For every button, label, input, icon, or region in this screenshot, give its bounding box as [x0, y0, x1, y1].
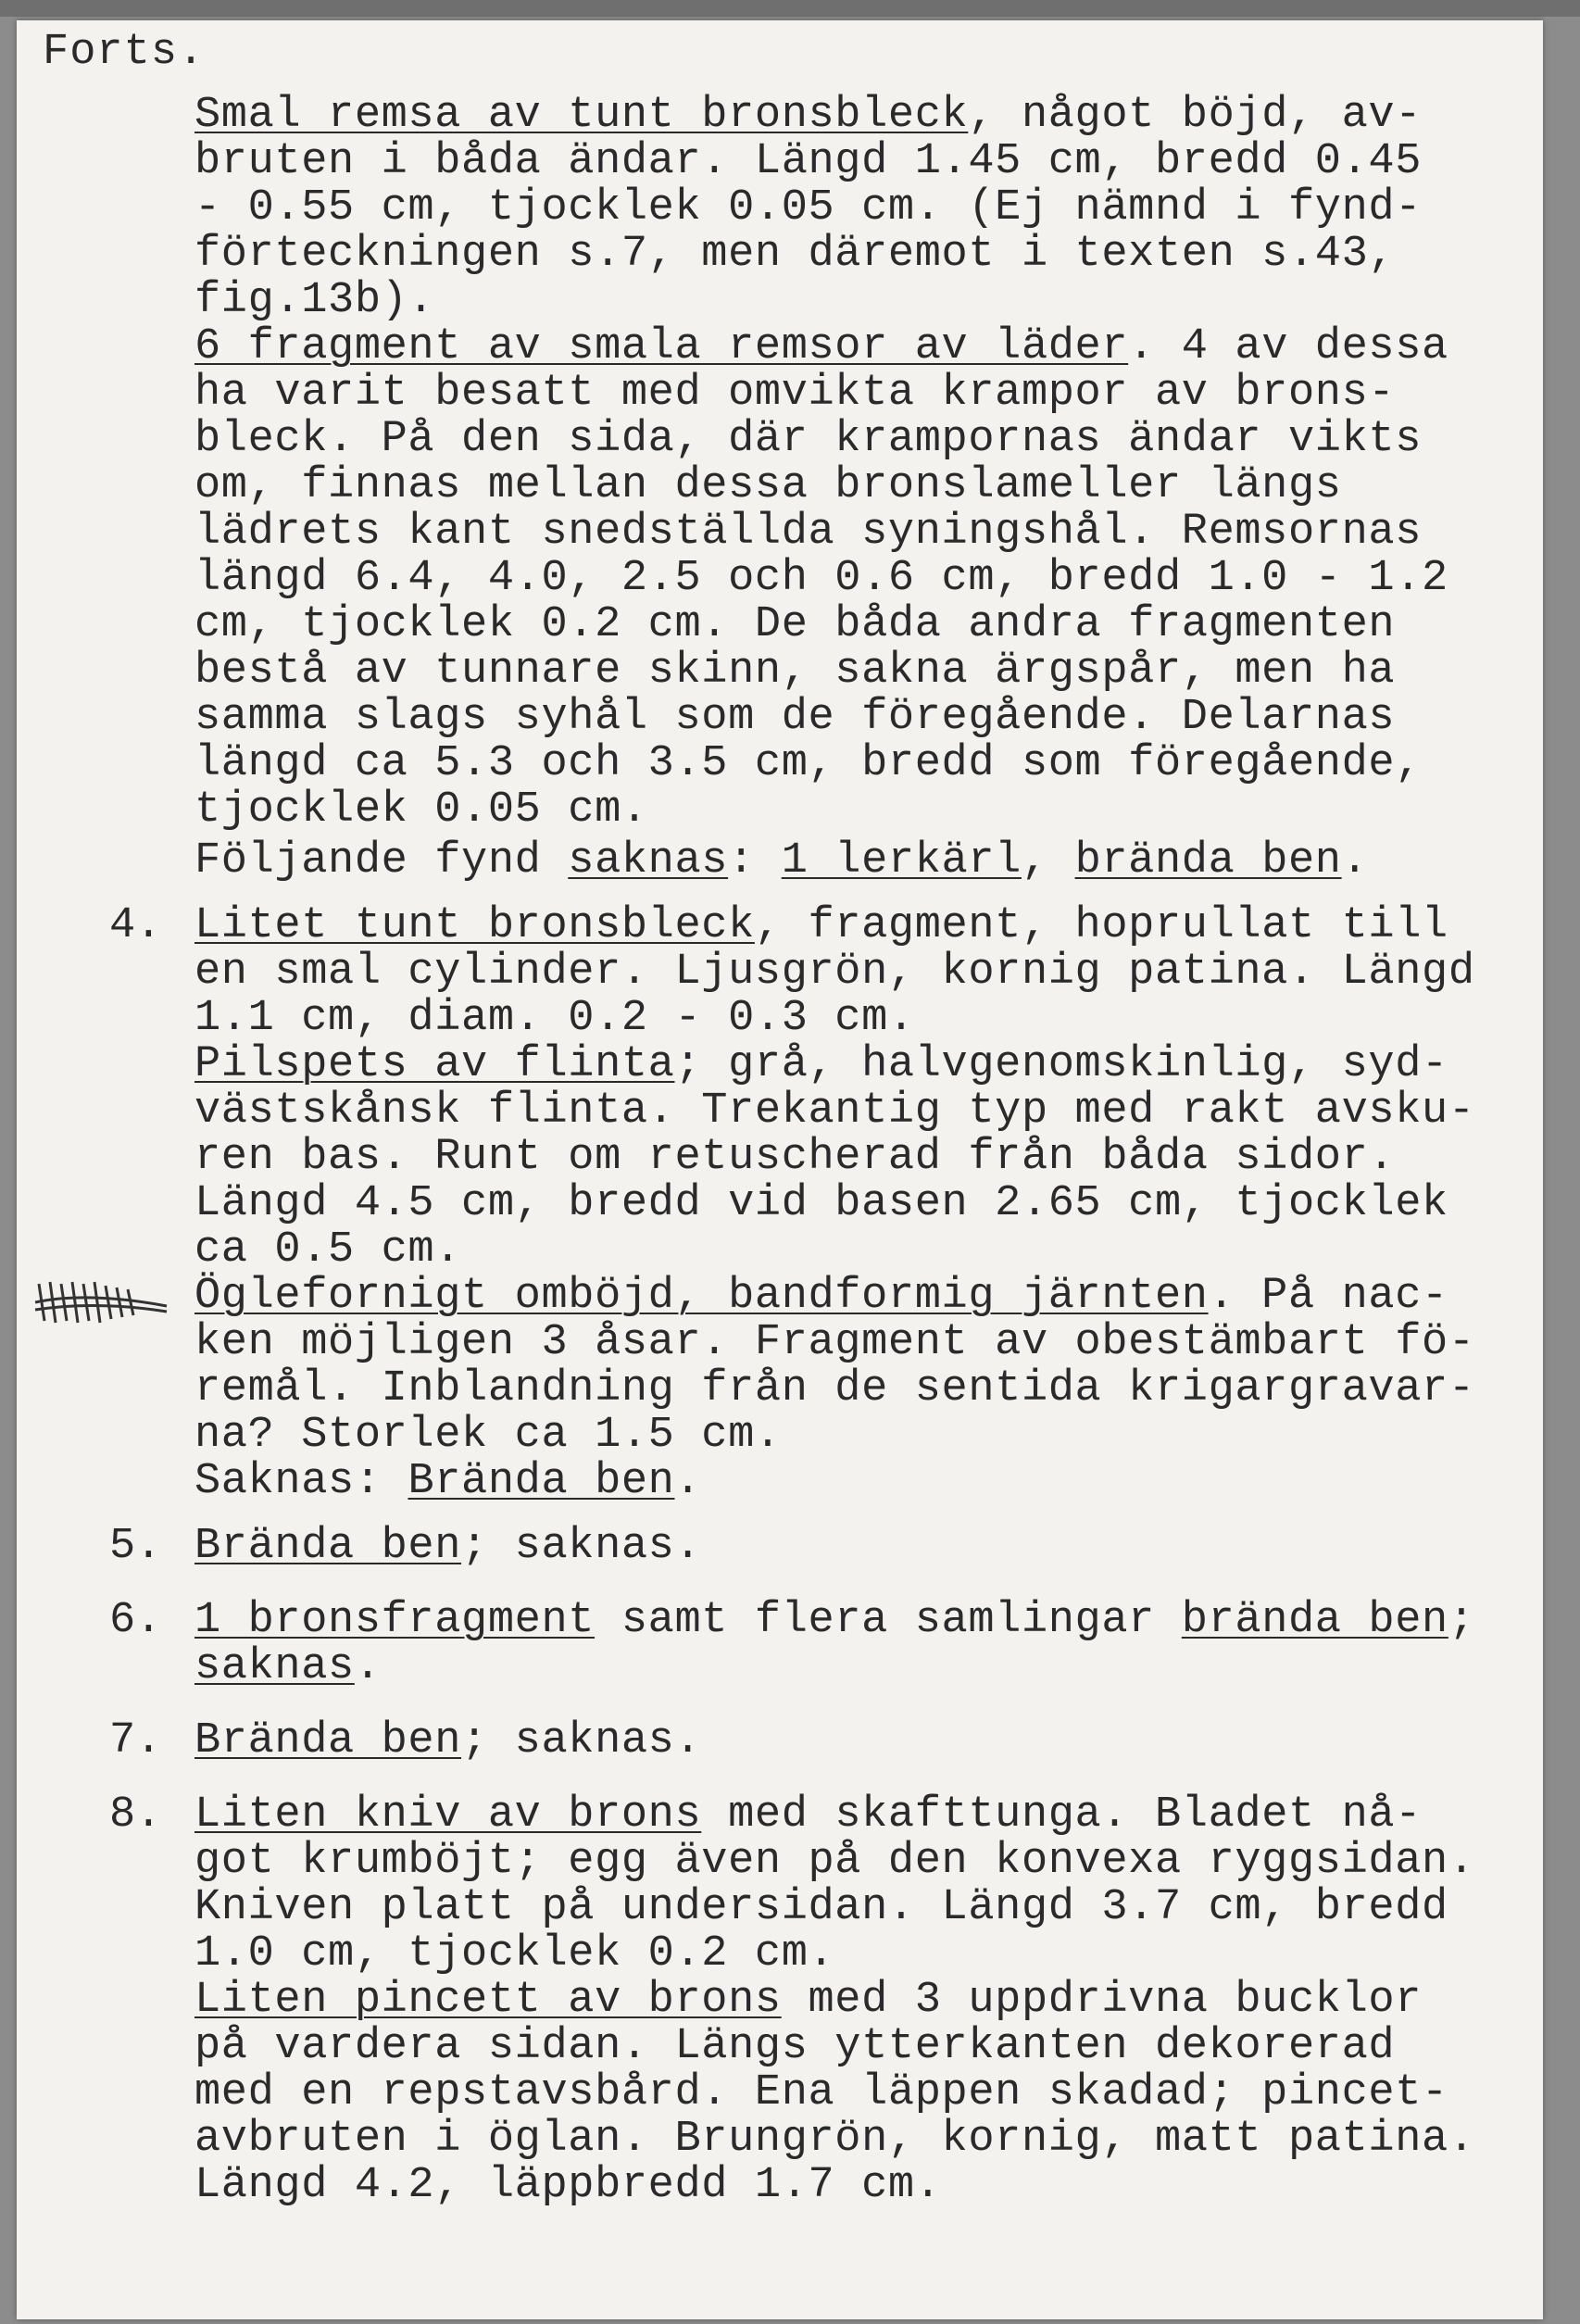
text-line [194, 1978, 1422, 2024]
underlined-term: 1 lerkärl [781, 836, 1022, 886]
text-segment: ca 0.5 cm. [194, 1225, 462, 1275]
text-line [194, 1042, 1448, 1088]
underlined-term: 1 bronsfragment [194, 1596, 596, 1645]
underlined-term: Brända ben [194, 1716, 462, 1765]
entry-number: 7. [109, 1716, 162, 1765]
text-line [194, 93, 1422, 139]
text-segment: : [728, 836, 782, 886]
page-heading: Forts. [43, 28, 206, 77]
text-line [194, 371, 1395, 417]
text-line [194, 787, 648, 834]
underlined-term: 6 fragment av smala remsor av läder [194, 322, 1129, 371]
text-segment: längd 6.4, 4.0, 2.5 och 0.6 cm, bredd 1.0 - 1.2 [194, 554, 1448, 603]
text-segment: . [1341, 836, 1369, 886]
text-segment: ren bas. Runt om retuscherad från båda sidor. [194, 1133, 1396, 1182]
underlined-term: Pilspets av flinta [194, 1040, 675, 1089]
entry-number: 6. [109, 1596, 162, 1645]
text-line [194, 1792, 1422, 1839]
text-segment: na? Storlek ca 1.5 cm. [194, 1411, 782, 1460]
text-line [194, 2163, 942, 2209]
text-segment: , [1021, 836, 1075, 886]
text-line [194, 139, 1422, 185]
text-line [194, 1524, 701, 1570]
text-line [194, 1366, 1475, 1413]
underlined-term: saknas [568, 836, 729, 886]
text-segment: , något böjd, av- [968, 91, 1423, 140]
text-segment: Längd 4.2, läppbredd 1.7 cm. [194, 2161, 942, 2210]
underlined-term: saknas [194, 1642, 355, 1691]
text-segment: ; saknas. [461, 1716, 702, 1765]
underlined-term: Smal remsa av tunt bronsbleck [194, 91, 969, 140]
entry-number: 5. [109, 1522, 162, 1571]
text-line [194, 2117, 1475, 2163]
text-segment: ken möjligen 3 åsar. Fragment av obestämbart fö- [194, 1318, 1475, 1367]
text-segment: bleck. På den sida, där krampornas ändar vikts [194, 415, 1423, 464]
text-segment: . På nac- [1208, 1272, 1448, 1321]
text-line [194, 463, 1342, 509]
text-line [194, 949, 1475, 996]
text-line [194, 1598, 1475, 1644]
underlined-term: Brända ben [194, 1522, 462, 1571]
text-line [194, 278, 434, 324]
text-line [194, 1459, 701, 1505]
text-segment: förteckningen s.7, men däremot i texten s.43, [194, 230, 1396, 279]
text-line [194, 1135, 1395, 1181]
text-segment: bestå av tunnare skinn, sakna ärgspår, men ha [194, 647, 1396, 696]
text-line [194, 1885, 1448, 1931]
text-line [194, 1227, 461, 1274]
text-segment: längd ca 5.3 och 3.5 cm, bredd som föregående, [194, 739, 1423, 788]
text-line [194, 324, 1448, 371]
scan-border [0, 0, 1580, 17]
text-segment: cm, tjocklek 0.2 cm. De båda andra fragmenten [194, 600, 1396, 649]
text-segment: Kniven platt på undersidan. Längd 3.7 cm, bredd [194, 1883, 1448, 1932]
handwritten-strikeout-mark [31, 1275, 170, 1330]
text-line [194, 1413, 782, 1459]
text-segment: . 4 av dessa [1128, 322, 1448, 371]
text-line [194, 602, 1395, 648]
underlined-term: Liten kniv av brons [194, 1790, 702, 1840]
text-line [194, 2024, 1395, 2070]
text-segment: om, finnas mellan dessa bronslameller längs [194, 461, 1342, 510]
text-segment: Längd 4.5 cm, bredd vid basen 2.65 cm, tjocklek [194, 1179, 1448, 1228]
text-segment: bruten i båda ändar. Längd 1.45 cm, bredd 0.45 [194, 137, 1423, 186]
text-line [194, 1931, 834, 1978]
text-segment: västskånsk flinta. Trekantig typ med rakt avsku- [194, 1087, 1475, 1136]
text-segment: . [674, 1457, 702, 1506]
text-line [194, 185, 1422, 232]
entry-number: 8. [109, 1790, 162, 1840]
text-segment: - 0.55 cm, tjocklek 0.05 cm. (Ej nämnd i fynd- [194, 183, 1423, 232]
text-line [194, 741, 1422, 787]
text-line [194, 1320, 1475, 1366]
text-line [194, 232, 1395, 278]
text-segment: samma slags syhål som de föregående. Delarnas [194, 693, 1396, 742]
text-line [194, 996, 915, 1042]
text-line [194, 1839, 1475, 1885]
text-segment: 1.0 cm, tjocklek 0.2 cm. [194, 1929, 835, 1979]
text-segment: fig.13b). [194, 276, 435, 325]
text-line [194, 1718, 701, 1765]
text-segment: med skafttunga. Bladet nå- [701, 1790, 1423, 1840]
text-segment: en smal cylinder. Ljusgrön, kornig patina. Längd [194, 948, 1475, 997]
text-line [194, 509, 1422, 556]
text-segment: . [354, 1642, 382, 1691]
text-segment: Saknas: [194, 1457, 408, 1506]
text-line [194, 1644, 382, 1690]
text-segment: Följande fynd [194, 836, 569, 886]
underlined-term: Liten pincett av brons [194, 1976, 782, 2025]
text-segment: ha varit besatt med omvikta krampor av brons- [194, 369, 1396, 418]
text-segment: tjocklek 0.05 cm. [194, 785, 648, 835]
text-segment: lädrets kant snedställda syningshål. Remsornas [194, 508, 1423, 557]
entry-number: 4. [109, 901, 162, 950]
text-segment: got krumböjt; egg även på den konvexa ryggsidan. [194, 1837, 1475, 1886]
text-segment: 1.1 cm, diam. 0.2 - 0.3 cm. [194, 994, 915, 1043]
text-line [194, 556, 1448, 602]
text-line [194, 903, 1448, 949]
underlined-term: Litet tunt bronsbleck [194, 901, 755, 950]
text-line [194, 838, 1368, 885]
text-segment: med 3 uppdrivna bucklor [781, 1976, 1423, 2025]
text-line [194, 417, 1422, 463]
text-segment: , fragment, hoprullat till [754, 901, 1448, 950]
text-line [194, 648, 1395, 695]
text-segment: på vardera sidan. Längs ytterkanten dekorerad [194, 2022, 1396, 2071]
text-line [194, 1181, 1448, 1227]
underlined-term: Öglefornigt omböjd, bandformig järnten [194, 1272, 1209, 1321]
text-segment: ; saknas. [461, 1522, 702, 1571]
text-segment: ; grå, halvgenomskinlig, syd- [674, 1040, 1448, 1089]
text-line [194, 1274, 1448, 1320]
text-line [194, 1088, 1475, 1135]
text-segment: samt flera samlingar [595, 1596, 1182, 1645]
text-line [194, 695, 1395, 741]
text-segment: med en repstavsbård. Ena läppen skadad; pincet- [194, 2068, 1448, 2117]
underlined-term: brända ben [1074, 836, 1342, 886]
text-segment: avbruten i öglan. Brungrön, kornig, matt patina. [194, 2115, 1475, 2164]
text-segment: ; [1448, 1596, 1475, 1645]
text-segment: remål. Inblandning från de sentida krigargravar- [194, 1364, 1475, 1413]
underlined-term: Brända ben [408, 1457, 675, 1506]
underlined-term: brända ben [1181, 1596, 1448, 1645]
text-line [194, 2070, 1448, 2117]
